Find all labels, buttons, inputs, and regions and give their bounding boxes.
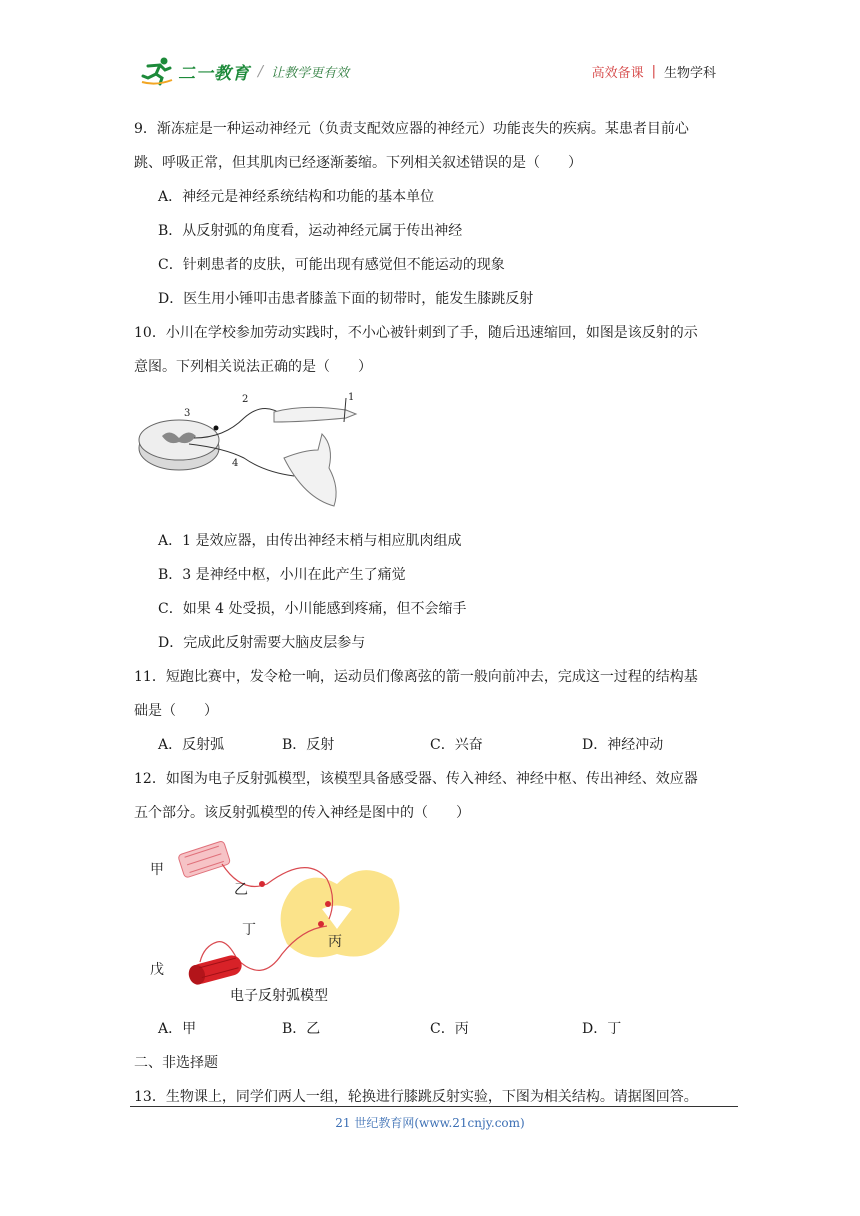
question-12 xyxy=(134,762,734,1046)
section-title: 二、非选择题 xyxy=(134,1055,218,1071)
options-row xyxy=(158,1012,734,1046)
option-c: C．如果 4 处受损，小川能感到疼痛，但不会缩手 xyxy=(158,601,467,617)
figure-label-jia: 甲 xyxy=(150,862,164,878)
option-b: B．反射 xyxy=(282,737,335,753)
option-d: D．医生用小锤叩击患者膝盖下面的韧带时，能发生膝跳反射 xyxy=(158,291,534,307)
question-stem-line: 11．短跑比赛中，发令枪一响，运动员们像离弦的箭一般向前冲去，完成这一过程的结构基 xyxy=(134,669,698,685)
question-10 xyxy=(134,316,734,660)
option-d: D．完成此反射需要大脑皮层参与 xyxy=(158,635,366,651)
question-stem-line: 10．小川在学校参加劳动实践时，不小心被针刺到了手，随后迅速缩回，如图是该反射的示 xyxy=(134,325,698,341)
option-c: C．丙 xyxy=(430,1021,469,1037)
figure-label-bing: 丙 xyxy=(328,934,342,950)
figure-label-1: 1 xyxy=(348,392,355,403)
option-c: C．兴奋 xyxy=(430,737,483,753)
option-a: A．神经元是神经系统结构和功能的基本单位 xyxy=(158,189,435,205)
figure-label-2: 2 xyxy=(242,394,249,405)
option-b: B．3 是神经中枢，小川在此产生了痛觉 xyxy=(158,567,406,583)
header-right xyxy=(592,62,716,81)
electronic-reflex-arc-figure xyxy=(142,834,422,1006)
logo-divider: / xyxy=(258,62,264,80)
figure-label-yi: 乙 xyxy=(234,882,248,898)
question-11 xyxy=(134,660,734,762)
figure-label-3: 3 xyxy=(184,408,191,419)
question-stem-line: 12．如图为电子反射弧模型，该模型具备感受器、传入神经、神经中枢、传出神经、效应器 xyxy=(134,771,698,787)
figure-label-wu: 戊 xyxy=(150,962,164,978)
question-9 xyxy=(134,112,734,316)
figure-label-4: 4 xyxy=(232,458,239,469)
option-b: B．从反射弧的角度看，运动神经元属于传出神经 xyxy=(158,223,463,239)
logo-brand: 二一教育 xyxy=(178,63,250,84)
reflex-arc-figure xyxy=(134,388,374,518)
footer-divider xyxy=(130,1106,738,1107)
option-b: B．乙 xyxy=(282,1021,321,1037)
question-stem-line: 意图。下列相关说法正确的是（ ） xyxy=(134,359,372,375)
question-13: 13．生物课上，同学们两人一组，轮换进行膝跳反射实验，下图为相关结构。请据图回答。 xyxy=(134,1089,698,1105)
document-body xyxy=(134,112,734,1114)
option-a: A．甲 xyxy=(158,1021,197,1037)
question-stem-line: 础是（ ） xyxy=(134,703,218,719)
figure-label-ding: 丁 xyxy=(242,922,256,938)
option-d: D．丁 xyxy=(582,1021,622,1037)
logo xyxy=(140,56,349,86)
question-stem-line: 9．渐冻症是一种运动神经元（负责支配效应器的神经元）功能丧失的疾病。某患者目前心 xyxy=(134,121,689,137)
runner-logo-icon xyxy=(140,56,174,86)
figure-caption: 电子反射弧模型 xyxy=(230,988,328,1004)
options-row xyxy=(158,728,734,762)
option-a: A．1 是效应器，由传出神经末梢与相应肌肉组成 xyxy=(158,533,462,549)
option-a: A．反射弧 xyxy=(158,737,225,753)
header-separator: | xyxy=(651,64,656,79)
option-d: D．神经冲动 xyxy=(582,737,664,753)
header-category: 高效备课 xyxy=(591,66,644,81)
page-header xyxy=(140,56,740,96)
question-stem-line: 五个部分。该反射弧模型的传入神经是图中的（ ） xyxy=(134,805,470,821)
header-subject: 生物学科 xyxy=(663,66,716,81)
page-footer: 21 世纪教育网(www.21cnjy.com) xyxy=(335,1116,525,1130)
logo-slogan: 让教学更有效 xyxy=(271,65,350,81)
question-stem-line: 跳、呼吸正常，但其肌肉已经逐渐萎缩。下列相关叙述错误的是（ ） xyxy=(134,155,582,171)
option-c: C．针刺患者的皮肤，可能出现有感觉但不能运动的现象 xyxy=(158,257,505,273)
